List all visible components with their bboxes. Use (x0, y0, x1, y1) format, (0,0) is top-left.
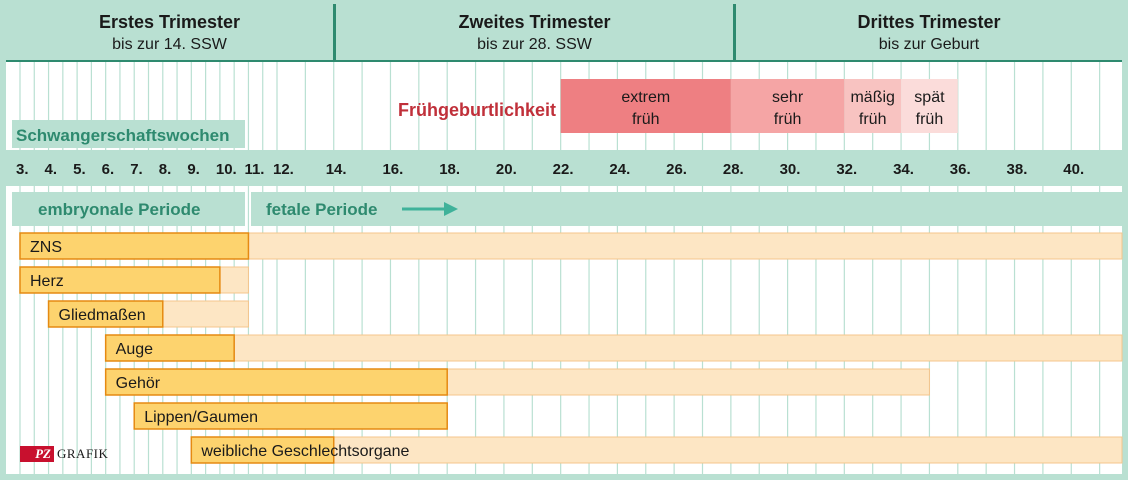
week-tick-26: 26. (666, 161, 687, 178)
week-tick-9: 9. (187, 161, 200, 178)
week-tick-36: 36. (949, 161, 971, 178)
embryonic-period-label: embryonale Periode (38, 200, 201, 219)
week-tick-24: 24. (609, 161, 631, 178)
week-tick-3: 3. (16, 161, 29, 178)
week-tick-8: 8. (158, 161, 172, 178)
week-tick-40: 40. (1063, 161, 1085, 178)
preterm-line1-1: sehr (772, 89, 804, 106)
organ-sensitive-bar (248, 233, 1122, 259)
header-underline (6, 60, 1122, 62)
week-tick-12: 12. (273, 161, 294, 178)
week-tick-11: 11. (244, 161, 265, 178)
week-tick-4: 4. (44, 161, 58, 178)
fetal-period-label: fetale Periode (266, 200, 378, 219)
preterm-categories (561, 79, 958, 133)
organ-label: Herz (30, 273, 64, 290)
organ-label: Gliedmaßen (58, 307, 146, 324)
weeks-label: Schwangerschaftswochen (16, 126, 230, 145)
week-tick-20: 20. (495, 161, 517, 178)
organ-sensitive-bar (163, 301, 249, 327)
preterm-line1-2: mäßig (850, 89, 895, 106)
week-tick-14: 14. (325, 161, 347, 178)
week-tick-34: 34. (893, 161, 914, 178)
week-tick-5: 5. (73, 161, 86, 178)
organ-label: Gehör (115, 375, 161, 392)
pz-grafik-logo (20, 446, 108, 462)
week-tick-30: 30. (779, 161, 801, 178)
fetal-band (251, 192, 1122, 226)
preterm-line2-3: früh (915, 111, 944, 128)
preterm-label: Frühgeburtlichkeit (397, 100, 556, 120)
organ-label: Auge (115, 341, 154, 358)
preterm-line2-0: früh (631, 111, 660, 128)
preterm-line1-3: spät (914, 89, 945, 106)
week-tick-38: 38. (1006, 161, 1028, 178)
organ-sensitive-bar (334, 437, 1122, 463)
preterm-line2-1: früh (773, 111, 802, 128)
trimester-1-title: Erstes Trimester (98, 12, 241, 32)
trimester-2-title: Zweites Trimester (458, 12, 611, 32)
week-tick-32: 32. (836, 161, 858, 178)
trimester-2-subtitle: bis zur 28. SSW (477, 36, 592, 53)
organ-sensitive-bar (447, 369, 929, 395)
pz-logo-mark: PZ (20, 446, 54, 462)
trimester-3-title: Drittes Trimester (857, 12, 1001, 32)
trimester-3-subtitle: bis zur Geburt (878, 36, 980, 53)
trimester-3-header (736, 4, 1122, 60)
trimester-1-subtitle: bis zur 14. SSW (112, 36, 227, 53)
trimester-1-header (6, 4, 333, 60)
preterm-line2-2: früh (858, 111, 887, 128)
organ-label: ZNS (30, 239, 62, 256)
week-tick-6: 6. (101, 161, 115, 178)
week-tick-10: 10. (215, 161, 237, 178)
week-tick-22: 22. (552, 161, 574, 178)
organ-sensitive-bar (234, 335, 1122, 361)
organ-label: weibliche Geschlechtsorgane (201, 443, 410, 460)
week-tick-7: 7. (130, 161, 143, 178)
pz-logo-text: GRAFIK (57, 446, 109, 461)
organ-label: Lippen/Gaumen (144, 409, 259, 426)
trimester-2-header (336, 4, 733, 60)
week-tick-28: 28. (722, 161, 744, 178)
week-tick-16: 16. (382, 161, 404, 178)
organ-sensitive-bar (220, 267, 249, 293)
preterm-line1-0: extrem (621, 89, 671, 106)
week-tick-18: 18. (439, 161, 461, 178)
